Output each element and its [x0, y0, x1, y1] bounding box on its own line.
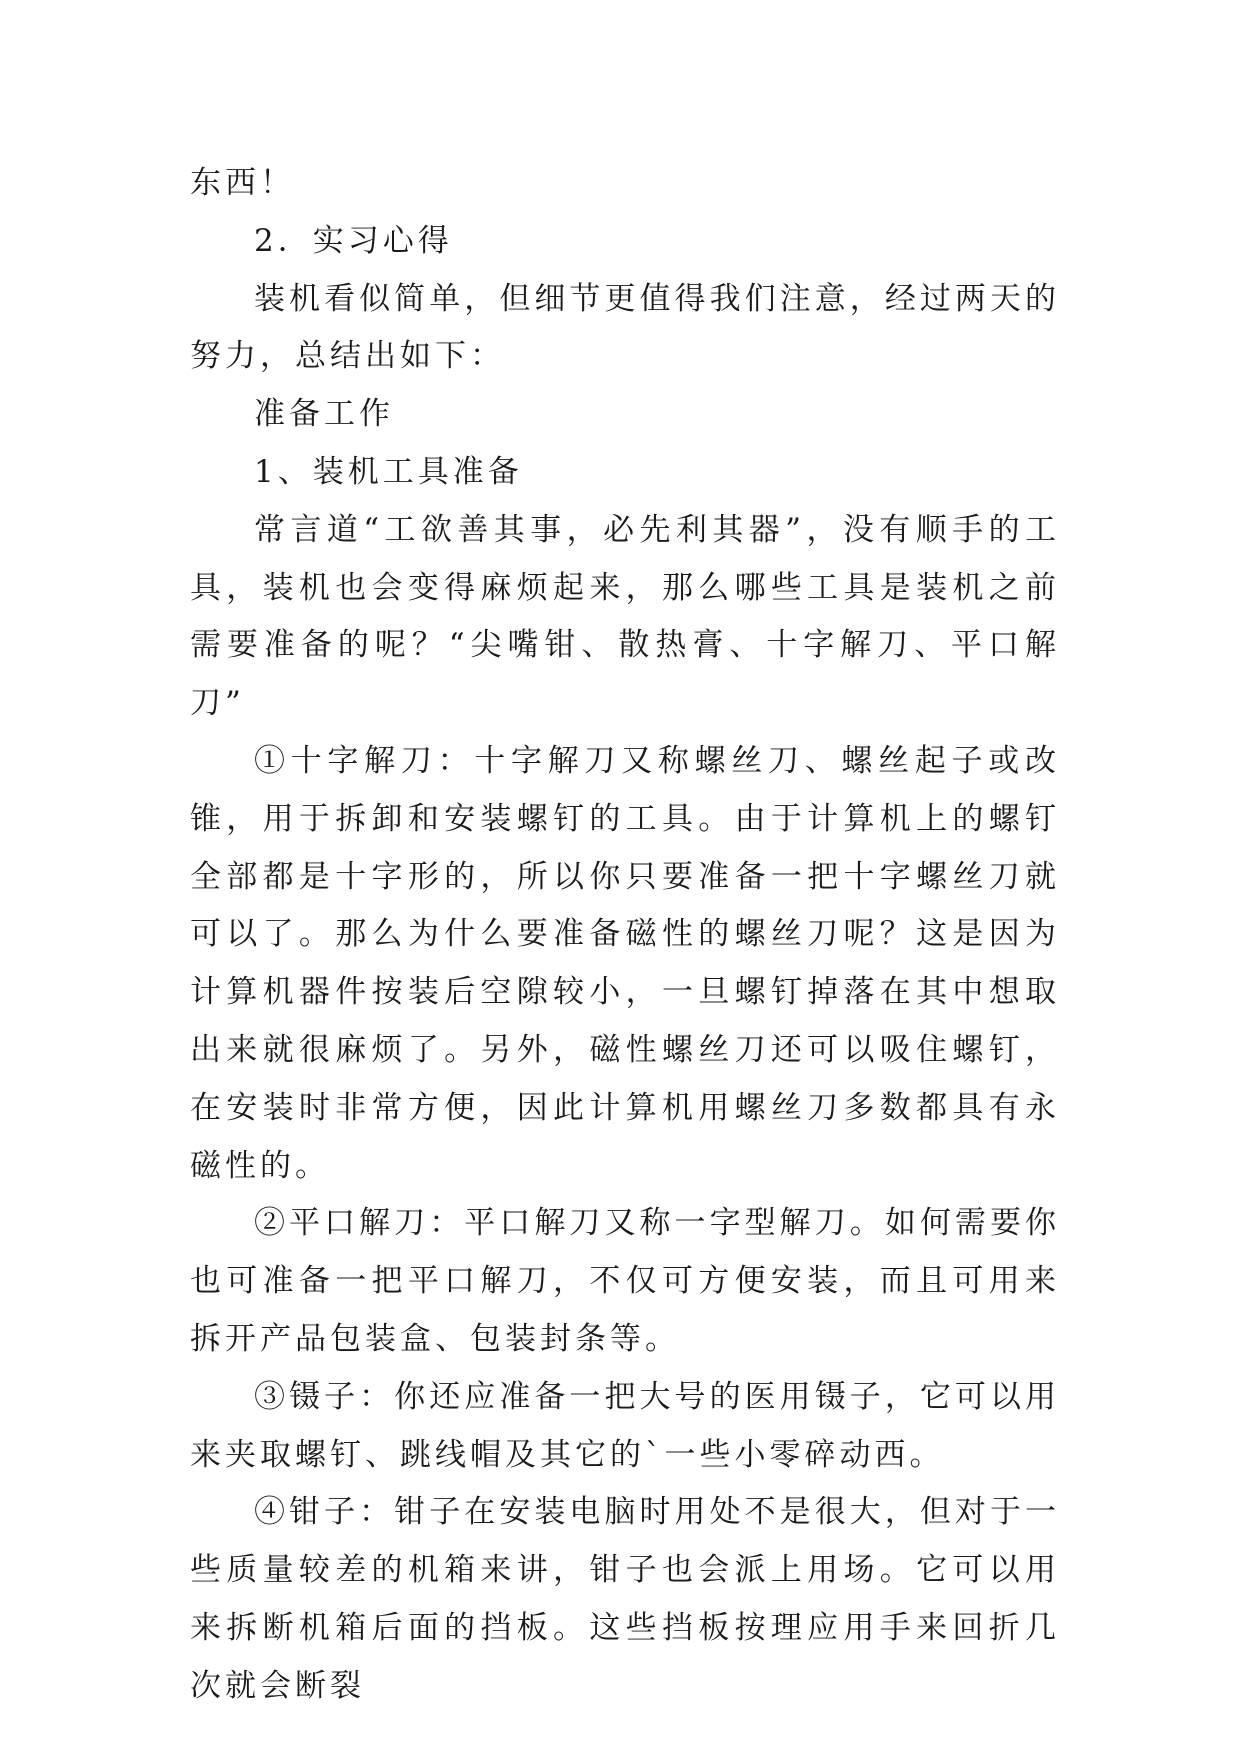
subheading-tools: 1、装机工具准备 — [254, 453, 523, 490]
paragraph-tools-overview: 常言道“工欲善其事，必先利其器”，没有顺手的工具，装机也会变得麻烦起来，那么哪些工具是装机之前需要准备的呢？“尖嘴钳、散热膏、十字解刀、平口解刀” — [190, 511, 1060, 722]
paragraph-intro: 装机看似简单，但细节更值得我们注意，经过两天的努力，总结出如下： — [190, 280, 1060, 375]
paragraph-pliers: ④钳子：钳子在安装电脑时用处不是很大，但对于一些质量较差的机箱来讲，钳子也会派上用场。它可以用来拆断机箱后面的挡板。这些挡板按理应用手来回折几次就会断裂 — [190, 1494, 1060, 1704]
paragraph-continuation: 东西！ — [190, 165, 295, 201]
paragraph-flat-screwdriver: ②平口解刀：平口解刀又称一字型解刀。如何需要你也可准备一把平口解刀，不仅可方便安装，而且可用来拆开产品包装盒、包装封条等。 — [190, 1205, 1060, 1357]
section-heading-internship-reflection: 2．实习心得 — [254, 222, 453, 259]
paragraph-tweezers: ③镊子：你还应准备一把大号的医用镊子，它可以用来夹取螺钉、跳线帽及其它的`一些小零碎动西。 — [190, 1378, 1060, 1473]
subheading-preparation: 准备工作 — [254, 396, 394, 433]
document-body — [190, 155, 1060, 1716]
paragraph-cross-screwdriver: ①十字解刀：十字解刀又称螺丝刀、螺丝起子或改锥，用于拆卸和安装螺钉的工具。由于计算机上的螺钉全部都是十字形的，所以你只要准备一把十字螺丝刀就可以了。那么为什么要准备磁性的螺丝刀呢？这是因为计算机器件按装后空隙较小，一旦螺钉掉落在其中想取出来就很麻烦了。另外，磁性螺丝刀还可以吸住螺钉，在安装时非常方便，因此计算机用螺丝刀多数都具有永磁性的。 — [190, 742, 1060, 1184]
